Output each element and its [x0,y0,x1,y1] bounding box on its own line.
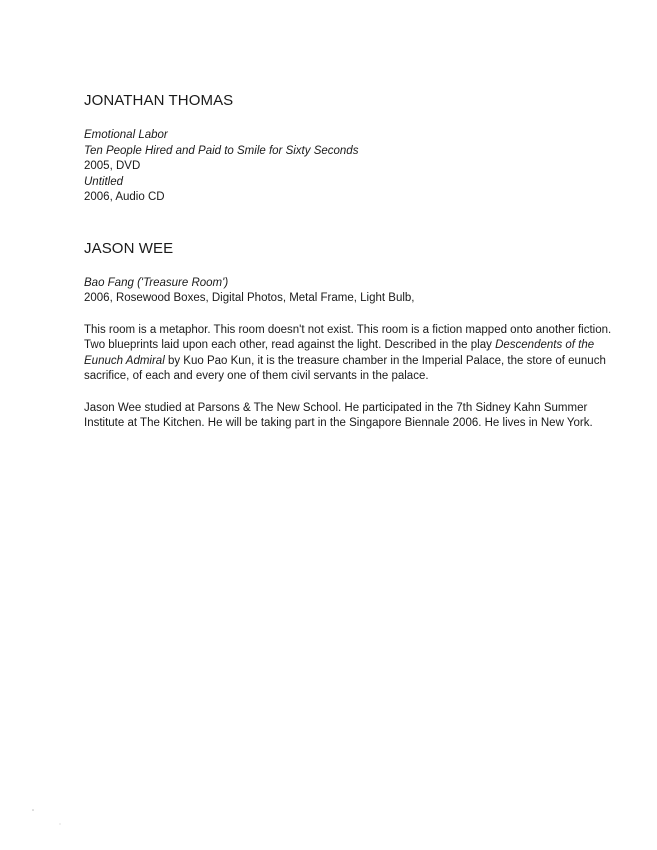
artist-section-jonathan-thomas [84,92,604,206]
description-text: Two blueprints laid upon each other, read against the light. Described in the play [84,339,496,351]
play-title-part: Descendents of the [495,339,595,351]
work-details: 2006, Rosewood Boxes, Digital Photos, Metal Frame, Light Bulb, [84,292,415,304]
work-details: 2006, Audio CD [84,191,165,203]
work-description [84,323,612,385]
work-title: Untitled [84,175,123,188]
works-list [84,276,604,307]
description-text: by Kuo Pao Kun, it is the treasure chamber in the Imperial Palace, the store of eunuch [164,354,606,367]
description-line [84,354,604,370]
works-list [84,128,604,206]
artist-name: JASON WEE [84,239,174,257]
scan-speck-mark [30,806,70,828]
work-title: Bao Fang ('Treasure Room') [84,276,229,289]
play-title-part: Eunuch Admiral [84,354,165,367]
work-details: 2005, DVD [84,160,141,172]
artist-section-jason-wee [84,239,612,432]
artist-bio [84,401,604,432]
description-line: sacrifice, of each and every one of them civil servants in the palace. [84,370,429,382]
description-line: This room is a metaphor. This room doesn't not exist. This room is a fiction mapped onto another fiction. [84,323,612,336]
bio-line: Institute at The Kitchen. He will be taking part in the Singapore Biennale 2006. He lives in New York. [84,417,593,429]
artist-name: JONATHAN THOMAS [84,92,234,109]
document-content [84,92,612,432]
bio-line: Jason Wee studied at Parsons & The New School. He participated in the 7th Sidney Kahn Summer [84,401,588,414]
work-title: Emotional Labor [84,129,168,141]
description-line [84,338,604,354]
work-title: Ten People Hired and Paid to Smile for Sixty Seconds [84,144,359,157]
